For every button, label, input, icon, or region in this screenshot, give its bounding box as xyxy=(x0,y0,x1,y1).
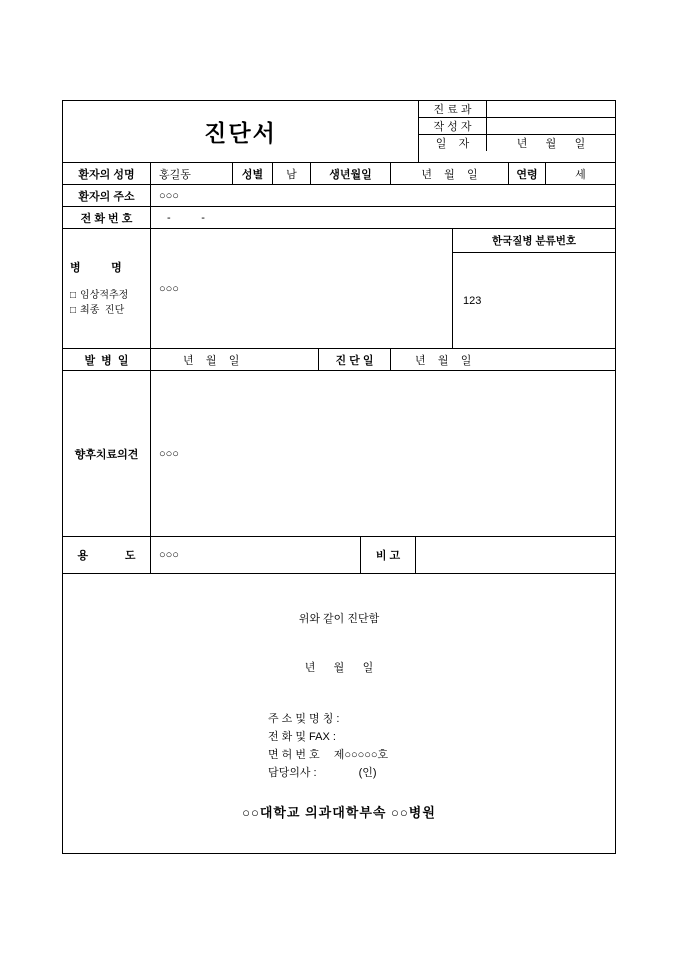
hospital-name: ○○대학교 의과대학부속 ○○병원 xyxy=(242,805,436,820)
onset-date-label: 발 병 일 xyxy=(63,349,151,370)
purpose-row xyxy=(63,537,615,574)
license-number: 제○○○○○호 xyxy=(333,749,389,761)
department-row xyxy=(419,101,615,118)
disease-section xyxy=(63,229,615,349)
opinion-value: ○○○ xyxy=(159,447,179,460)
purpose-label: 용 도 xyxy=(63,537,151,573)
license-label: 면 허 번 호 xyxy=(268,749,320,761)
date-row xyxy=(419,135,615,151)
department-value xyxy=(487,101,615,117)
disease-code-cell xyxy=(453,229,615,348)
disease-code-value: 123 xyxy=(463,294,482,307)
age-label: 연령 xyxy=(509,163,546,184)
opinion-label: 향후치료의견 xyxy=(63,371,151,536)
final-diagnosis-option[interactable] xyxy=(70,303,124,318)
age-value: 세 xyxy=(575,168,586,181)
sex-value: 남 xyxy=(273,163,311,184)
diagnosis-date-value: 년 월 일 xyxy=(415,354,472,367)
diagnosis-date-label: 진 단 일 xyxy=(319,349,391,370)
patient-name-value: 홍길동 xyxy=(151,163,233,184)
checkbox-icon[interactable]: □ xyxy=(70,290,77,301)
birthdate-value: 년 월 일 xyxy=(391,163,509,184)
birthdate-label: 생년월일 xyxy=(311,163,391,184)
footer-section xyxy=(63,574,615,853)
issuer-address-line: 주 소 및 명 칭 : xyxy=(268,713,340,725)
date-label: 일 자 xyxy=(419,135,487,151)
patient-row xyxy=(63,163,615,185)
phone-label: 전 화 번 호 xyxy=(63,207,151,228)
form-title: 진단서 xyxy=(63,101,419,162)
seal-mark: (인) xyxy=(358,767,377,779)
sex-label: 성별 xyxy=(233,163,273,184)
address-label: 환자의 주소 xyxy=(63,185,151,206)
author-label: 작 성 자 xyxy=(419,118,487,134)
doctor-line xyxy=(268,764,388,782)
diagnosis-form xyxy=(62,100,616,854)
certification-statement: 위와 같이 진단함 xyxy=(298,613,380,625)
clinical-estimate-option[interactable] xyxy=(70,288,128,303)
disease-code-header: 한국질병 분류번호 xyxy=(453,229,615,253)
title-row xyxy=(63,101,615,163)
date-value: 년 월 일 xyxy=(516,138,586,150)
purpose-value: ○○○ xyxy=(151,537,361,573)
license-line xyxy=(268,746,388,764)
final-diagnosis-label: 최종 진단 xyxy=(80,305,125,316)
remarks-label: 비 고 xyxy=(361,537,416,573)
disease-name-value: ○○○ xyxy=(151,229,453,348)
phone-row xyxy=(63,207,615,229)
issuer-info-block xyxy=(268,710,388,782)
opinion-section xyxy=(63,371,615,537)
doctor-label: 담당의사 : xyxy=(268,767,317,779)
department-label: 진 료 과 xyxy=(419,101,487,117)
author-value xyxy=(487,118,615,134)
patient-name-label: 환자의 성명 xyxy=(63,163,151,184)
onset-date-value: 년 월 일 xyxy=(151,349,319,370)
issuer-fax-line: 전 화 및 FAX : xyxy=(268,731,336,743)
certification-date: 년 월 일 xyxy=(304,662,374,674)
author-row xyxy=(419,118,615,135)
checkbox-icon[interactable]: □ xyxy=(70,305,77,316)
phone-value: - - xyxy=(167,211,205,224)
disease-name-label: 병 명 xyxy=(70,262,122,274)
address-row xyxy=(63,185,615,207)
address-value: ○○○ xyxy=(159,189,179,202)
remarks-value xyxy=(416,537,615,573)
disease-label-cell xyxy=(63,229,151,348)
header-mini-table xyxy=(419,101,615,162)
clinical-estimate-label: 임상적추정 xyxy=(80,290,129,301)
dates-row xyxy=(63,349,615,371)
